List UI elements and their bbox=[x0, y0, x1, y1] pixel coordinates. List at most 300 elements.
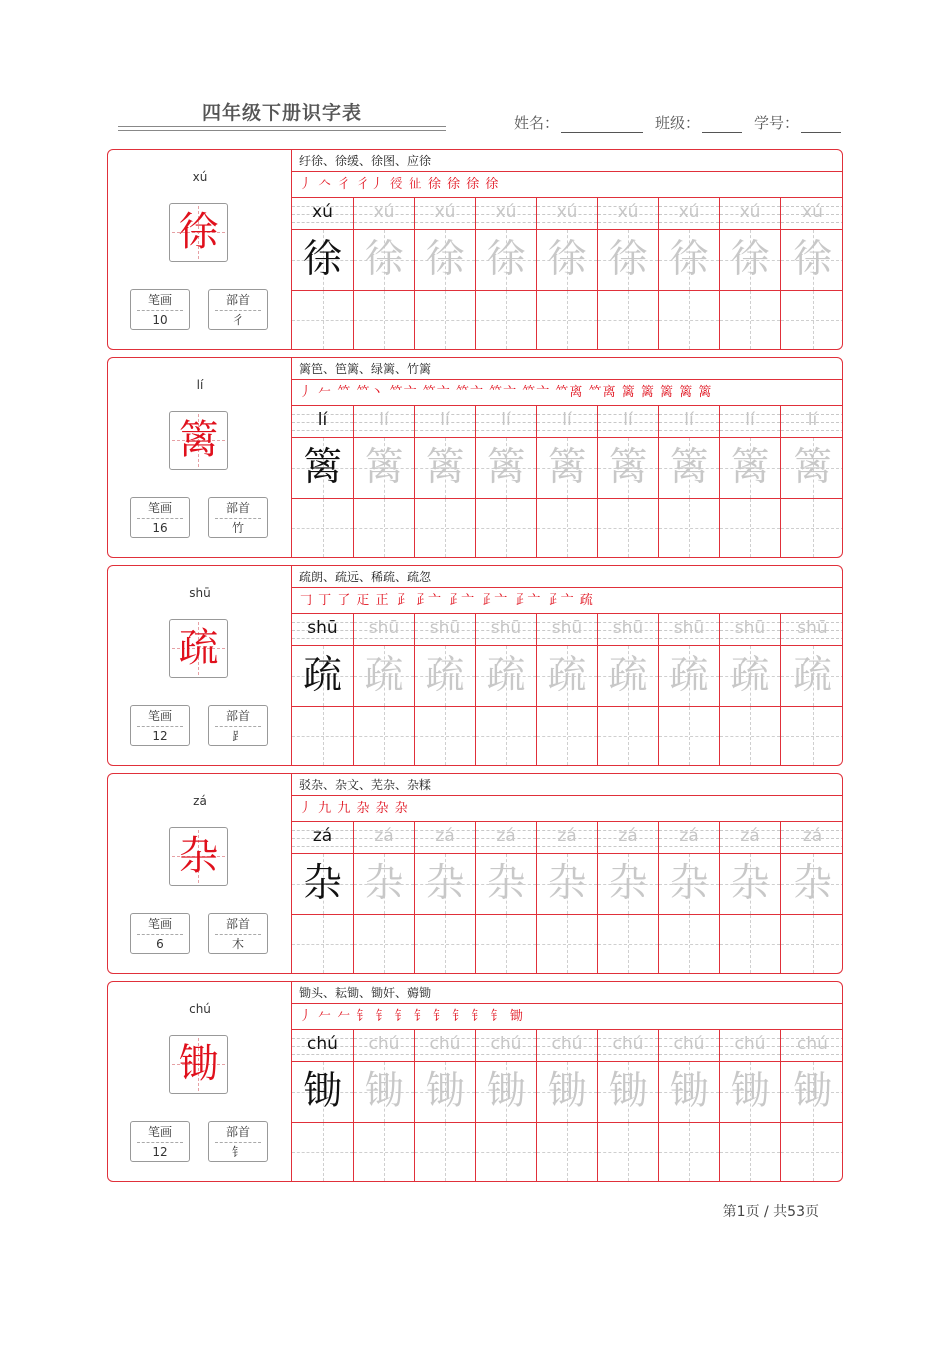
pinyin-trace: chú bbox=[429, 1034, 461, 1054]
blank-practice-cell[interactable] bbox=[292, 707, 353, 765]
pinyin-cell[interactable] bbox=[476, 1030, 536, 1062]
character-cell[interactable] bbox=[292, 854, 353, 915]
pinyin-trace: zá bbox=[374, 826, 394, 846]
stroke-step: 丿 bbox=[299, 1009, 314, 1024]
character-model: 锄 bbox=[302, 1069, 342, 1114]
character-cell[interactable] bbox=[720, 438, 780, 499]
practice-column bbox=[780, 822, 843, 973]
blank-practice-cell[interactable] bbox=[476, 499, 536, 557]
character-trace: 疏 bbox=[486, 653, 526, 698]
stroke-step: 钅 bbox=[394, 1009, 409, 1024]
blank-practice-cell[interactable] bbox=[720, 291, 780, 349]
character-model: 疏 bbox=[302, 653, 342, 698]
character-cell[interactable] bbox=[476, 230, 536, 291]
pinyin-trace: shū bbox=[673, 618, 705, 638]
blank-practice-cell[interactable] bbox=[354, 499, 414, 557]
pinyin-trace: shū bbox=[612, 618, 644, 638]
stroke-step: 𥫗亠 bbox=[389, 385, 418, 400]
practice-column bbox=[780, 406, 843, 557]
character-cell[interactable] bbox=[537, 438, 597, 499]
character-info-panel bbox=[108, 150, 292, 349]
character-cell[interactable] bbox=[537, 646, 597, 707]
character-trace: 徐 bbox=[486, 237, 526, 282]
blank-practice-cell[interactable] bbox=[537, 1123, 597, 1181]
stroke-step: 𤴓 bbox=[356, 593, 371, 608]
pinyin-cell[interactable] bbox=[537, 822, 597, 854]
character-info-panel bbox=[108, 358, 292, 557]
practice-panel bbox=[292, 566, 843, 765]
character-card bbox=[107, 981, 843, 1182]
practice-column bbox=[719, 614, 780, 765]
stroke-step: 彳 bbox=[337, 177, 352, 192]
pinyin-trace: lí bbox=[684, 410, 694, 430]
pinyin-cell[interactable] bbox=[781, 198, 843, 230]
example-words: 锄头、耘锄、锄奸、薅锄 bbox=[292, 982, 843, 1004]
blank-practice-cell[interactable] bbox=[537, 291, 597, 349]
character-cell[interactable] bbox=[598, 646, 658, 707]
character-cell[interactable] bbox=[659, 438, 719, 499]
pinyin-trace: xú bbox=[495, 202, 517, 222]
pinyin-cell[interactable] bbox=[292, 614, 353, 646]
pinyin-cell[interactable] bbox=[598, 822, 658, 854]
number-label: 学号： bbox=[754, 114, 800, 132]
pinyin-cell[interactable] bbox=[537, 614, 597, 646]
character-cell[interactable] bbox=[292, 230, 353, 291]
pinyin-cell[interactable] bbox=[720, 1030, 780, 1062]
stroke-step: 彳丿 bbox=[356, 177, 385, 192]
character-trace: 疏 bbox=[669, 653, 709, 698]
character-cell[interactable] bbox=[781, 854, 843, 915]
character-cell[interactable] bbox=[415, 1062, 475, 1123]
character-cell[interactable] bbox=[598, 1062, 658, 1123]
radical-label: 部首 bbox=[225, 1125, 250, 1139]
character-cell[interactable] bbox=[659, 854, 719, 915]
pinyin-model: zá bbox=[312, 826, 333, 846]
character-cell[interactable] bbox=[598, 854, 658, 915]
character-cell[interactable] bbox=[354, 854, 414, 915]
character-cell[interactable] bbox=[476, 438, 536, 499]
practice-column bbox=[292, 198, 353, 349]
pinyin-cell[interactable] bbox=[537, 198, 597, 230]
character-trace: 徐 bbox=[792, 237, 832, 282]
pinyin-cell[interactable] bbox=[292, 822, 353, 854]
character-glyph: 杂 bbox=[178, 833, 219, 879]
example-words: 纡徐、徐缓、徐图、应徐 bbox=[292, 150, 843, 172]
radical-value: 钅 bbox=[231, 1145, 244, 1159]
stroke-step: 𤴔亠 bbox=[447, 593, 476, 608]
character-cell[interactable] bbox=[292, 646, 353, 707]
character-trace: 锄 bbox=[486, 1069, 526, 1114]
blank-practice-cell[interactable] bbox=[537, 915, 597, 973]
character-cell[interactable] bbox=[720, 1062, 780, 1123]
pinyin-trace: chú bbox=[551, 1034, 583, 1054]
character-trace: 篱 bbox=[669, 445, 709, 490]
blank-practice-cell[interactable] bbox=[537, 499, 597, 557]
practice-column bbox=[414, 198, 475, 349]
blank-practice-cell[interactable] bbox=[659, 291, 719, 349]
character-trace: 杂 bbox=[425, 861, 465, 906]
blank-practice-cell[interactable] bbox=[781, 1123, 843, 1181]
character-info-panel bbox=[108, 982, 292, 1181]
character-cell[interactable] bbox=[476, 646, 536, 707]
character-trace: 杂 bbox=[669, 861, 709, 906]
worksheet-title: 四年级下册识字表 bbox=[201, 102, 362, 124]
practice-grid bbox=[292, 198, 843, 350]
stroke-step: 𠂉 bbox=[318, 1009, 333, 1024]
character-display-box bbox=[169, 203, 228, 262]
stroke-step: 徐 bbox=[447, 177, 462, 192]
blank-practice-cell[interactable] bbox=[720, 499, 780, 557]
blank-practice-cell[interactable] bbox=[476, 1123, 536, 1181]
pinyin-cell[interactable] bbox=[292, 406, 353, 438]
pinyin-trace: shū bbox=[490, 618, 522, 638]
practice-column bbox=[597, 406, 658, 557]
practice-column bbox=[597, 822, 658, 973]
character-trace: 篱 bbox=[730, 445, 770, 490]
character-trace: 篱 bbox=[608, 445, 648, 490]
blank-practice-cell[interactable] bbox=[354, 1123, 414, 1181]
stroke-step: 篱 bbox=[660, 385, 675, 400]
blank-practice-cell[interactable] bbox=[720, 707, 780, 765]
stroke-step: 𤴔亠 bbox=[546, 593, 575, 608]
character-cell[interactable] bbox=[415, 438, 475, 499]
pinyin-trace: lí bbox=[440, 410, 450, 430]
practice-grid bbox=[292, 1030, 843, 1182]
practice-column bbox=[597, 1030, 658, 1181]
example-words: 篱笆、笆篱、绿篱、竹篱 bbox=[292, 358, 843, 380]
practice-column bbox=[353, 822, 414, 973]
character-cell[interactable] bbox=[659, 230, 719, 291]
stroke-step: 丿 bbox=[299, 385, 314, 400]
character-trace: 锄 bbox=[547, 1069, 587, 1114]
blank-practice-cell[interactable] bbox=[781, 915, 843, 973]
practice-column bbox=[353, 1030, 414, 1181]
pinyin-cell[interactable] bbox=[415, 1030, 475, 1062]
blank-practice-cell[interactable] bbox=[720, 915, 780, 973]
character-cell[interactable] bbox=[720, 646, 780, 707]
stroke-count-label: 笔画 bbox=[147, 501, 172, 515]
blank-practice-cell[interactable] bbox=[781, 707, 843, 765]
pinyin-cell[interactable] bbox=[720, 198, 780, 230]
practice-column bbox=[719, 198, 780, 349]
stroke-step: 𥫗离 bbox=[588, 385, 617, 400]
pinyin-cell[interactable] bbox=[354, 822, 414, 854]
pinyin-cell[interactable] bbox=[659, 1030, 719, 1062]
stroke-step: 𤴔亠 bbox=[413, 593, 442, 608]
name-blank[interactable] bbox=[561, 116, 643, 133]
stroke-step: 𢓊 bbox=[408, 177, 423, 192]
blank-practice-cell[interactable] bbox=[598, 499, 658, 557]
character-cell[interactable] bbox=[659, 1062, 719, 1123]
character-cell[interactable] bbox=[720, 230, 780, 291]
page-header bbox=[0, 0, 950, 140]
pinyin-trace: zá bbox=[618, 826, 638, 846]
character-trace: 杂 bbox=[547, 861, 587, 906]
character-cell[interactable] bbox=[537, 1062, 597, 1123]
pinyin-trace: lí bbox=[807, 410, 818, 430]
radical-label: 部首 bbox=[225, 293, 250, 307]
character-cell[interactable] bbox=[354, 438, 414, 499]
blank-practice-cell[interactable] bbox=[781, 291, 843, 349]
pinyin-cell[interactable] bbox=[476, 614, 536, 646]
blank-practice-cell[interactable] bbox=[598, 915, 658, 973]
blank-practice-cell[interactable] bbox=[659, 499, 719, 557]
pinyin-cell[interactable] bbox=[354, 198, 414, 230]
character-info-panel bbox=[108, 774, 292, 973]
character-trace: 徐 bbox=[364, 237, 404, 282]
stroke-step: 𤴔 bbox=[394, 593, 409, 608]
number-field[interactable] bbox=[754, 112, 841, 133]
stroke-count-box bbox=[130, 289, 190, 330]
name-label: 姓名： bbox=[514, 114, 560, 132]
stroke-step: 钅 bbox=[413, 1009, 428, 1024]
pinyin-cell[interactable] bbox=[659, 614, 719, 646]
pinyin-trace: chú bbox=[612, 1034, 644, 1054]
pinyin-cell[interactable] bbox=[598, 614, 658, 646]
page-number: 第1页 / 共53页 bbox=[722, 1204, 819, 1220]
practice-column bbox=[780, 1030, 843, 1181]
radical-value: 木 bbox=[231, 937, 244, 951]
character-display-box bbox=[169, 619, 228, 678]
blank-practice-cell[interactable] bbox=[415, 1123, 475, 1181]
practice-column bbox=[719, 822, 780, 973]
character-trace: 篱 bbox=[364, 445, 404, 490]
blank-practice-cell[interactable] bbox=[659, 915, 719, 973]
character-cell[interactable] bbox=[415, 230, 475, 291]
pinyin-trace: zá bbox=[802, 826, 823, 846]
pinyin-cell[interactable] bbox=[537, 1030, 597, 1062]
character-trace: 锄 bbox=[608, 1069, 648, 1114]
pinyin-cell[interactable] bbox=[292, 198, 353, 230]
number-blank[interactable] bbox=[801, 116, 841, 133]
radical-label: 部首 bbox=[225, 917, 250, 931]
character-trace: 篱 bbox=[547, 445, 587, 490]
character-trace: 疏 bbox=[730, 653, 770, 698]
character-cell[interactable] bbox=[292, 1062, 353, 1123]
pinyin-trace: xú bbox=[739, 202, 761, 222]
pinyin-cell[interactable] bbox=[354, 614, 414, 646]
stroke-step: 徐 bbox=[485, 177, 500, 192]
practice-column bbox=[719, 406, 780, 557]
blank-practice-cell[interactable] bbox=[659, 707, 719, 765]
blank-practice-cell[interactable] bbox=[476, 291, 536, 349]
character-cell[interactable] bbox=[598, 230, 658, 291]
stroke-count-box bbox=[130, 705, 190, 746]
pinyin-cell[interactable] bbox=[354, 1030, 414, 1062]
blank-practice-cell[interactable] bbox=[415, 291, 475, 349]
blank-practice-cell[interactable] bbox=[354, 707, 414, 765]
blank-practice-cell[interactable] bbox=[781, 499, 843, 557]
blank-practice-cell[interactable] bbox=[598, 707, 658, 765]
blank-practice-cell[interactable] bbox=[415, 707, 475, 765]
stroke-step: 𠆢 bbox=[318, 177, 333, 192]
character-trace: 锄 bbox=[364, 1069, 404, 1114]
practice-column bbox=[658, 1030, 719, 1181]
pinyin-cell[interactable] bbox=[537, 406, 597, 438]
blank-practice-cell[interactable] bbox=[354, 291, 414, 349]
character-cell[interactable] bbox=[537, 854, 597, 915]
blank-practice-cell[interactable] bbox=[720, 1123, 780, 1181]
character-trace: 篱 bbox=[425, 445, 465, 490]
pinyin-trace: lí bbox=[745, 410, 755, 430]
stroke-step: 了 bbox=[337, 593, 352, 608]
practice-column bbox=[292, 406, 353, 557]
pinyin-trace: chú bbox=[673, 1034, 705, 1054]
practice-column bbox=[475, 198, 536, 349]
character-display-box bbox=[169, 1035, 228, 1094]
practice-column bbox=[414, 822, 475, 973]
class-field[interactable] bbox=[655, 112, 742, 133]
pinyin-cell[interactable] bbox=[476, 406, 536, 438]
character-cell[interactable] bbox=[415, 646, 475, 707]
character-cell[interactable] bbox=[354, 1062, 414, 1123]
character-cell[interactable] bbox=[354, 230, 414, 291]
character-cell[interactable] bbox=[598, 438, 658, 499]
blank-practice-cell[interactable] bbox=[476, 915, 536, 973]
blank-practice-cell[interactable] bbox=[415, 499, 475, 557]
character-cell[interactable] bbox=[354, 646, 414, 707]
practice-panel bbox=[292, 150, 843, 349]
pinyin-cell[interactable] bbox=[415, 614, 475, 646]
character-cell[interactable] bbox=[476, 1062, 536, 1123]
practice-column bbox=[536, 614, 597, 765]
practice-column bbox=[475, 1030, 536, 1181]
stroke-step: 𥫗亠 bbox=[455, 385, 484, 400]
stroke-step: 杂 bbox=[394, 801, 409, 816]
stroke-step: 杂 bbox=[356, 801, 371, 816]
pinyin-cell[interactable] bbox=[292, 1030, 353, 1062]
pinyin-cell[interactable] bbox=[476, 822, 536, 854]
radical-box bbox=[208, 1121, 268, 1162]
blank-practice-cell[interactable] bbox=[415, 915, 475, 973]
character-cell[interactable] bbox=[781, 1062, 843, 1123]
blank-practice-cell[interactable] bbox=[598, 1123, 658, 1181]
pinyin-cell[interactable] bbox=[781, 1030, 843, 1062]
pinyin-cell[interactable] bbox=[720, 406, 780, 438]
blank-practice-cell[interactable] bbox=[659, 1123, 719, 1181]
pinyin-cell[interactable] bbox=[720, 614, 780, 646]
blank-practice-cell[interactable] bbox=[292, 1123, 353, 1181]
stroke-step: 篱 bbox=[621, 385, 636, 400]
character-info-panel bbox=[108, 566, 292, 765]
pinyin-cell[interactable] bbox=[415, 198, 475, 230]
character-cell[interactable] bbox=[781, 646, 843, 707]
stroke-step: 篱 bbox=[640, 385, 655, 400]
blank-practice-cell[interactable] bbox=[292, 291, 353, 349]
stroke-step: 钅 bbox=[452, 1009, 467, 1024]
character-display-box bbox=[169, 827, 228, 886]
character-cell[interactable] bbox=[415, 854, 475, 915]
name-field[interactable] bbox=[514, 112, 643, 133]
blank-practice-cell[interactable] bbox=[476, 707, 536, 765]
character-trace: 徐 bbox=[608, 237, 648, 282]
character-trace: 疏 bbox=[364, 653, 404, 698]
stroke-step: 丿 bbox=[299, 177, 314, 192]
pinyin-cell[interactable] bbox=[720, 822, 780, 854]
character-cell[interactable] bbox=[659, 646, 719, 707]
practice-column bbox=[658, 406, 719, 557]
practice-column bbox=[475, 406, 536, 557]
stroke-step: 徐 bbox=[427, 177, 442, 192]
blank-practice-cell[interactable] bbox=[354, 915, 414, 973]
blank-practice-cell[interactable] bbox=[292, 499, 353, 557]
pinyin-cell[interactable] bbox=[781, 406, 843, 438]
character-cell[interactable] bbox=[781, 438, 843, 499]
character-pinyin: zá bbox=[193, 794, 207, 808]
pinyin-trace: shū bbox=[551, 618, 583, 638]
pinyin-cell[interactable] bbox=[659, 198, 719, 230]
radical-value: 彳 bbox=[231, 313, 244, 327]
character-glyph: 锄 bbox=[178, 1041, 219, 1087]
stroke-count-label: 笔画 bbox=[147, 917, 172, 931]
character-cell[interactable] bbox=[476, 854, 536, 915]
practice-grid bbox=[292, 614, 843, 766]
stroke-step: 𤴔亠 bbox=[513, 593, 542, 608]
character-model: 篱 bbox=[302, 445, 342, 490]
stroke-step: 疏 bbox=[579, 593, 594, 608]
stroke-step: 九 bbox=[318, 801, 333, 816]
pinyin-cell[interactable] bbox=[476, 198, 536, 230]
pinyin-cell[interactable] bbox=[354, 406, 414, 438]
character-glyph: 篱 bbox=[178, 417, 219, 463]
blank-practice-cell[interactable] bbox=[292, 915, 353, 973]
character-cell[interactable] bbox=[292, 438, 353, 499]
stroke-step: 𠃌 bbox=[299, 593, 314, 608]
character-trace: 疏 bbox=[425, 653, 465, 698]
practice-column bbox=[414, 614, 475, 765]
pinyin-cell[interactable] bbox=[598, 406, 658, 438]
practice-column bbox=[597, 614, 658, 765]
practice-column bbox=[475, 822, 536, 973]
stroke-count-box bbox=[130, 1121, 190, 1162]
class-label: 班级： bbox=[655, 114, 701, 132]
character-model: 杂 bbox=[302, 861, 342, 906]
practice-column bbox=[536, 1030, 597, 1181]
pinyin-trace: zá bbox=[435, 826, 455, 846]
character-cell[interactable] bbox=[781, 230, 843, 291]
character-trace: 徐 bbox=[547, 237, 587, 282]
stroke-count-value: 12 bbox=[152, 1145, 168, 1159]
pinyin-cell[interactable] bbox=[781, 822, 843, 854]
pinyin-trace: lí bbox=[562, 410, 572, 430]
pinyin-cell[interactable] bbox=[415, 822, 475, 854]
class-blank[interactable] bbox=[702, 116, 742, 133]
pinyin-cell[interactable] bbox=[659, 406, 719, 438]
character-trace: 杂 bbox=[364, 861, 404, 906]
blank-practice-cell[interactable] bbox=[598, 291, 658, 349]
pinyin-trace: xú bbox=[678, 202, 700, 222]
practice-column bbox=[353, 198, 414, 349]
pinyin-trace: zá bbox=[557, 826, 577, 846]
stroke-step: 𥫗离 bbox=[555, 385, 584, 400]
pinyin-cell[interactable] bbox=[415, 406, 475, 438]
pinyin-cell[interactable] bbox=[781, 614, 843, 646]
character-cell[interactable] bbox=[537, 230, 597, 291]
stroke-count-value: 10 bbox=[152, 313, 168, 327]
stroke-step: 篱 bbox=[679, 385, 694, 400]
pinyin-cell[interactable] bbox=[659, 822, 719, 854]
pinyin-cell[interactable] bbox=[598, 198, 658, 230]
character-trace: 徐 bbox=[730, 237, 770, 282]
stroke-count-label: 笔画 bbox=[147, 1125, 172, 1139]
practice-column bbox=[536, 198, 597, 349]
stroke-step: 钅 bbox=[433, 1009, 448, 1024]
pinyin-cell[interactable] bbox=[598, 1030, 658, 1062]
title-underline-2 bbox=[118, 130, 446, 131]
blank-practice-cell[interactable] bbox=[537, 707, 597, 765]
character-cell[interactable] bbox=[720, 854, 780, 915]
character-glyph: 疏 bbox=[178, 625, 219, 671]
